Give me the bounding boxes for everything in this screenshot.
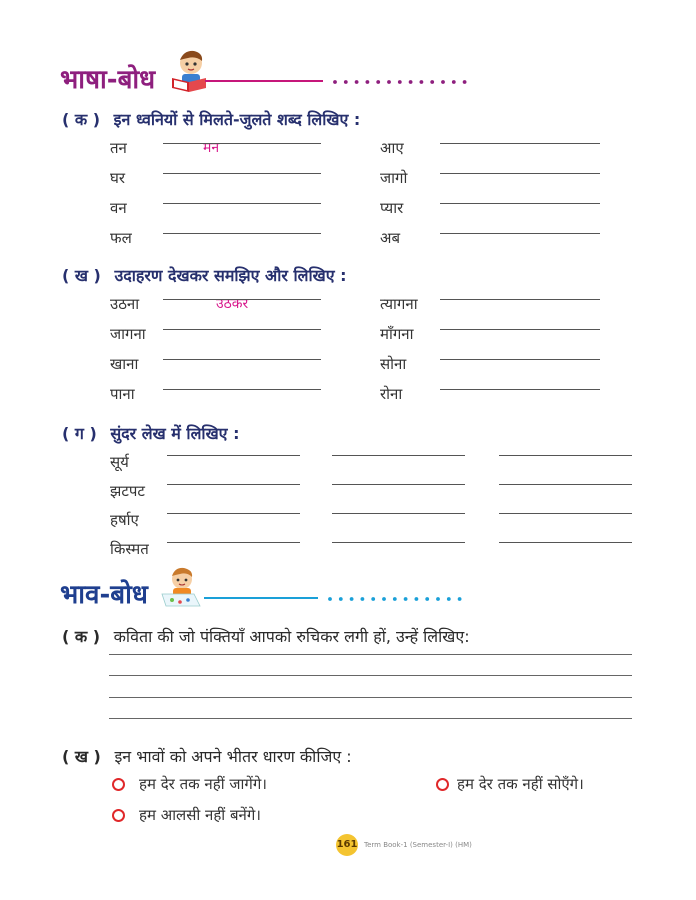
decorative-dot — [409, 80, 413, 84]
question-ka-header — [62, 625, 470, 647]
bullet-item — [436, 774, 584, 794]
word-item: रोना — [380, 385, 403, 403]
question-ka-header — [62, 108, 360, 130]
decorative-dot — [328, 597, 332, 601]
question-text: इन भावों को अपने भीतर धारण कीजिए : — [114, 747, 352, 766]
section-title-underline — [205, 72, 475, 88]
decorative-dot — [447, 597, 451, 601]
question-text: कविता की जो पंक्तियाँ आपको रुचिकर लगी हों, उन्हें लिखिए: — [113, 627, 470, 646]
circle-bullet-icon — [436, 778, 449, 791]
answer-line[interactable] — [167, 455, 300, 456]
answer-line[interactable] — [440, 389, 600, 390]
decorative-dot — [458, 597, 462, 601]
decorative-dot — [436, 597, 440, 601]
answer-line[interactable] — [109, 718, 632, 719]
word-item: तन — [110, 139, 127, 157]
writing-child-illustration-icon — [160, 566, 206, 610]
book-info: Term Book-1 (Semester-I) (HM) — [364, 841, 472, 849]
answer-line[interactable] — [440, 329, 600, 330]
bullet-item — [112, 805, 261, 825]
handwriting-word: सूर्य — [110, 453, 129, 471]
word-item: पाना — [110, 385, 135, 403]
answer-line[interactable] — [109, 654, 632, 655]
answer-line[interactable] — [109, 697, 632, 698]
answer-line[interactable] — [499, 484, 632, 485]
question-text: उदाहरण देखकर समझिए और लिखिए : — [114, 266, 347, 285]
decorative-dot — [333, 80, 337, 84]
section-title-underline — [204, 590, 474, 606]
decorative-dot — [361, 597, 365, 601]
question-text: सुंदर लेख में लिखिए : — [110, 424, 240, 443]
word-item: खाना — [110, 355, 139, 373]
answer-line[interactable] — [109, 675, 632, 676]
answer-line[interactable] — [440, 143, 600, 144]
decorative-dot — [415, 597, 419, 601]
answer-line[interactable] — [163, 203, 321, 204]
question-label: ( ख ) — [62, 266, 101, 285]
answer-line[interactable] — [163, 173, 321, 174]
word-item: सोना — [380, 355, 407, 373]
question-ga-header — [62, 422, 239, 444]
answer-line[interactable] — [440, 359, 600, 360]
decorative-dot — [420, 80, 424, 84]
decorative-dot — [387, 80, 391, 84]
decorative-dot — [366, 80, 370, 84]
decorative-dot — [355, 80, 359, 84]
answer-line[interactable] — [499, 542, 632, 543]
word-item: फल — [110, 229, 132, 247]
example-answer: उठकर — [216, 296, 249, 312]
decorative-dot — [398, 80, 402, 84]
decorative-dot — [393, 597, 397, 601]
question-label: ( क ) — [62, 627, 101, 646]
answer-line[interactable] — [332, 513, 465, 514]
word-item: जागो — [380, 169, 408, 187]
answer-line[interactable] — [440, 233, 600, 234]
answer-line[interactable] — [332, 542, 465, 543]
question-label: ( ग ) — [62, 424, 97, 443]
answer-line[interactable] — [499, 513, 632, 514]
decorative-dot — [344, 80, 348, 84]
decorative-dot — [371, 597, 375, 601]
example-answer: मन — [203, 140, 220, 156]
answer-line[interactable] — [499, 455, 632, 456]
decorative-dot — [339, 597, 343, 601]
word-item: घर — [110, 169, 126, 187]
handwriting-word: किस्मत — [110, 540, 149, 558]
word-item: माँगना — [380, 325, 414, 343]
answer-line[interactable] — [332, 484, 465, 485]
bullet-item — [112, 774, 267, 794]
decorative-dot — [463, 80, 467, 84]
answer-line[interactable] — [167, 513, 300, 514]
handwriting-word: हर्षाए — [110, 511, 139, 529]
answer-line[interactable] — [163, 389, 321, 390]
word-item: उठना — [110, 295, 140, 313]
decorative-dot — [350, 597, 354, 601]
decorative-dot — [382, 597, 386, 601]
answer-line[interactable] — [167, 542, 300, 543]
decorative-dot — [430, 80, 434, 84]
answer-line[interactable] — [440, 173, 600, 174]
reading-child-illustration-icon — [168, 48, 210, 94]
word-item: आए — [380, 139, 404, 157]
question-kha-header — [62, 264, 347, 286]
word-item: प्यार — [380, 199, 404, 217]
answer-line[interactable] — [163, 359, 321, 360]
answer-line[interactable] — [332, 455, 465, 456]
decorative-dot — [452, 80, 456, 84]
question-label: ( क ) — [62, 110, 101, 129]
answer-line[interactable] — [167, 484, 300, 485]
bullet-text: हम आलसी नहीं बनेंगे। — [139, 806, 261, 824]
decorative-dot — [441, 80, 445, 84]
circle-bullet-icon — [112, 809, 125, 822]
word-item: अब — [380, 229, 401, 247]
question-text: इन ध्वनियों से मिलते-जुलते शब्द लिखिए : — [113, 110, 361, 129]
decorative-dot — [404, 597, 408, 601]
answer-line[interactable] — [163, 143, 321, 144]
decorative-dot — [425, 597, 429, 601]
word-item: त्यागना — [380, 295, 418, 313]
bullet-text: हम देर तक नहीं सोएँगे। — [457, 775, 584, 793]
answer-line[interactable] — [163, 329, 321, 330]
handwriting-word: झटपट — [110, 482, 145, 500]
answer-line[interactable] — [163, 233, 321, 234]
answer-line[interactable] — [440, 203, 600, 204]
word-item: वन — [110, 199, 127, 217]
answer-line[interactable] — [440, 299, 600, 300]
question-kha-header — [62, 745, 352, 767]
page-number-badge: 161 — [336, 834, 358, 856]
question-label: ( ख ) — [62, 747, 101, 766]
section-title-bhav-bodh: भाव-बोध — [60, 580, 148, 610]
word-item: जागना — [110, 325, 146, 343]
answer-line[interactable] — [163, 299, 321, 300]
circle-bullet-icon — [112, 778, 125, 791]
bullet-text: हम देर तक नहीं जागेंगे। — [139, 775, 267, 793]
section-title-bhasha-bodh: भाषा-बोध — [60, 65, 156, 95]
decorative-dot — [376, 80, 380, 84]
